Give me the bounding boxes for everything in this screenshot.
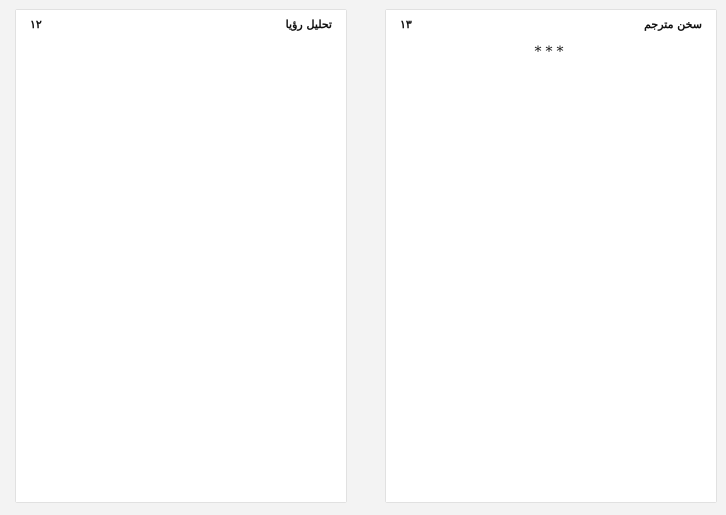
right-running-head xyxy=(400,16,702,34)
left-page-number: ١٢ xyxy=(30,18,42,31)
right-body-text xyxy=(400,40,702,496)
left-running-head xyxy=(30,16,332,34)
right-header-title: سخن مترجم xyxy=(644,18,702,31)
left-page xyxy=(16,10,346,502)
left-header-title: تحلیل رؤیا xyxy=(285,18,332,31)
right-page-number: ١٣ xyxy=(400,18,412,31)
section-divider: *** xyxy=(534,44,568,60)
right-page xyxy=(386,10,716,502)
left-body-text xyxy=(30,40,332,496)
